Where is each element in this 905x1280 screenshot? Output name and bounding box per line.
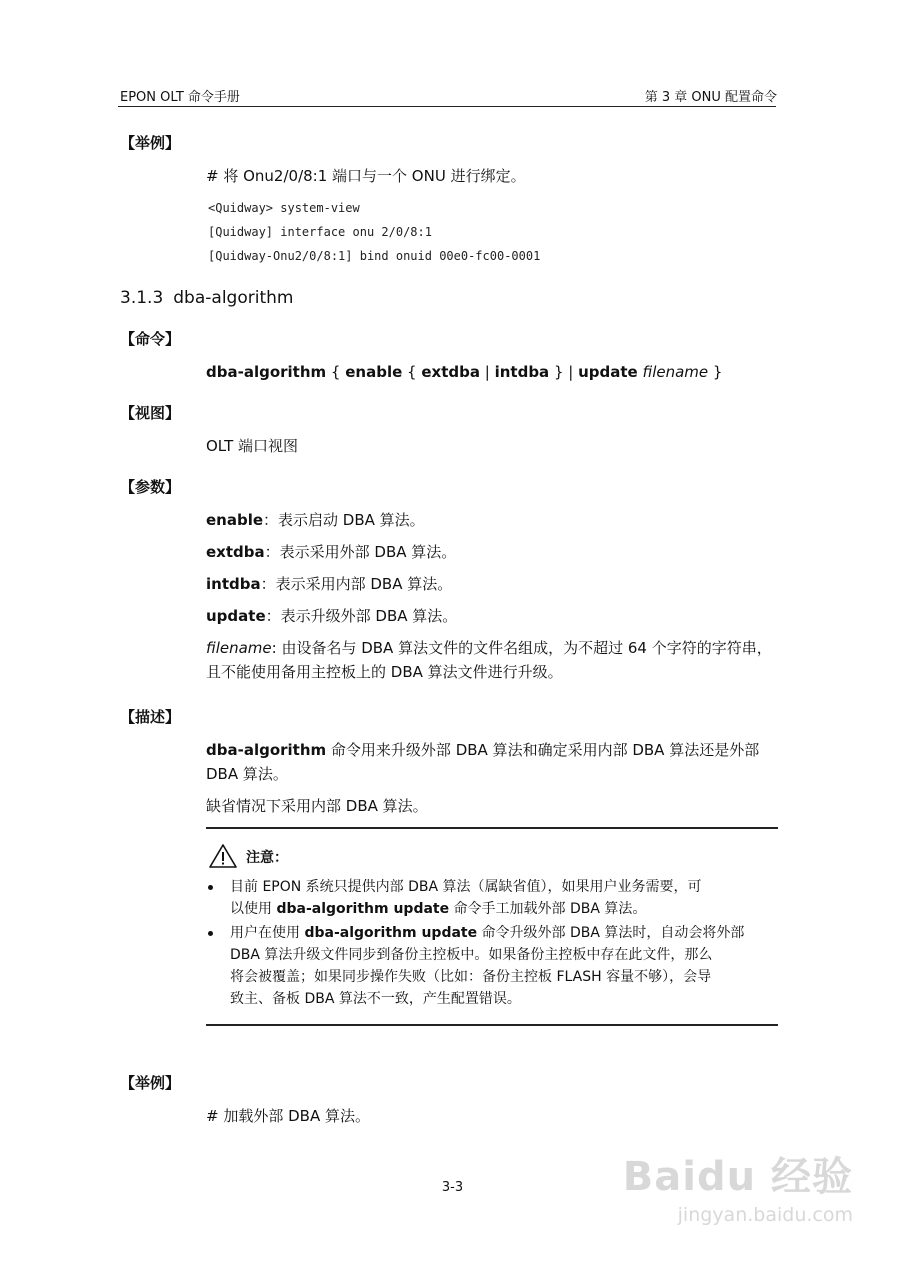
bullet-text: 目前 EPON 系统只提供内部 DBA 算法（属缺省值），如果用户业务需要，可	[230, 879, 702, 895]
syntax-part: enable	[345, 363, 403, 381]
watermark-brand: Baidu 经验	[622, 1154, 853, 1200]
bullet-dot	[208, 931, 213, 936]
watermark-url: jingyan.baidu.com	[677, 1204, 853, 1226]
baidu-watermark	[623, 1145, 853, 1226]
page-number: 3-3	[441, 1180, 464, 1195]
note-bullet-1	[208, 876, 778, 920]
param-filename	[206, 636, 778, 684]
note-label: 注意：	[246, 850, 288, 866]
syntax-part: filename	[642, 363, 709, 381]
syntax-part: }	[708, 363, 723, 381]
param-desc: ：表示升级外部 DBA 算法。	[265, 607, 458, 625]
syntax-part: |	[480, 363, 495, 381]
bullet-text: 致主、备板 DBA 算法不一致，产生配置错误。	[230, 991, 521, 1007]
bullet-text: 将会被覆盖；如果同步操作失败（比如：备份主控板 FLASH 容量不够），会导	[230, 969, 712, 985]
header-manual-title: EPON OLT 命令手册	[120, 90, 240, 105]
code-line-2: [Quidway] interface onu 2/0/8:1	[208, 225, 432, 239]
header-chapter-title: 第 3 章 ONU 配置命令	[644, 90, 777, 105]
bullet-text: DBA 算法升级文件同步到备份主控板中。如果备份主控板中存在此文件，那么	[230, 947, 713, 963]
example-comment: # 将 Onu2/0/8:1 端口与一个 ONU 进行绑定。	[206, 167, 526, 185]
param-name: intdba	[206, 575, 261, 593]
bullet-dot	[208, 885, 213, 890]
syntax-part: {	[326, 363, 346, 381]
param-enable	[206, 508, 778, 532]
param-desc: ：表示采用外部 DBA 算法。	[264, 543, 457, 561]
param-update	[206, 604, 778, 628]
param-name: update	[206, 607, 266, 625]
param-desc: ：表示启动 DBA 算法。	[263, 511, 425, 529]
section-title	[120, 288, 293, 308]
syntax-part: extdba	[421, 363, 480, 381]
description-cmd: dba-algorithm	[206, 741, 327, 759]
note-bottom-rule	[206, 1024, 778, 1026]
example2-comment: # 加载外部 DBA 算法。	[206, 1107, 370, 1125]
example-heading: 【举例】	[120, 134, 181, 152]
syntax-part: intdba	[494, 363, 550, 381]
syntax-part: {	[402, 363, 422, 381]
params-heading: 【参数】	[120, 478, 181, 496]
section-number: 3.1.3	[120, 288, 164, 308]
example2-heading: 【举例】	[120, 1074, 181, 1092]
description-default: 缺省情况下采用内部 DBA 算法。	[206, 797, 428, 815]
bullet-command: dba-algorithm update	[276, 901, 450, 917]
description-line2: DBA 算法。	[206, 765, 288, 783]
bullet-text: 用户在使用	[230, 925, 305, 941]
syntax-part: dba-algorithm	[206, 363, 327, 381]
description-heading: 【描述】	[120, 708, 181, 726]
bullet-text: 命令手工加载外部 DBA 算法。	[449, 901, 647, 917]
param-desc: ：表示采用内部 DBA 算法。	[260, 575, 453, 593]
note-bullet-2	[208, 922, 778, 1010]
section-name: dba-algorithm	[173, 288, 294, 308]
note-top-rule	[206, 827, 778, 829]
param-name: enable	[206, 511, 264, 529]
view-heading: 【视图】	[120, 404, 181, 422]
param-desc: : 由设备名与 DBA 算法文件的文件名组成，为不超过 64 个字符的字符串，	[271, 639, 772, 657]
code-line-1: <Quidway> system-view	[208, 201, 360, 215]
note-bullets	[208, 876, 778, 1012]
note-header	[208, 841, 288, 869]
param-name: filename	[206, 639, 272, 657]
description-text	[206, 738, 778, 786]
command-heading: 【命令】	[120, 330, 181, 348]
param-name: extdba	[206, 543, 265, 561]
description-line1: 命令用来升级外部 DBA 算法和确定采用内部 DBA 算法还是外部	[326, 741, 760, 759]
syntax-part: update	[578, 363, 638, 381]
param-desc-cont: 且不能使用备用主控板上的 DBA 算法文件进行升级。	[206, 663, 563, 681]
param-extdba	[206, 540, 778, 564]
bullet-text: 命令升级外部 DBA 算法时，自动会将外部	[477, 925, 745, 941]
view-text: OLT 端口视图	[206, 437, 299, 455]
warning-triangle-icon	[208, 843, 238, 869]
bullet-text: 以使用	[230, 901, 277, 917]
param-intdba	[206, 572, 778, 596]
command-syntax	[206, 360, 778, 384]
header-divider	[118, 106, 776, 107]
bullet-command: dba-algorithm update	[304, 925, 478, 941]
code-line-3: [Quidway-Onu2/0/8:1] bind onuid 00e0-fc00-0001	[208, 249, 541, 263]
syntax-part: } |	[549, 363, 579, 381]
